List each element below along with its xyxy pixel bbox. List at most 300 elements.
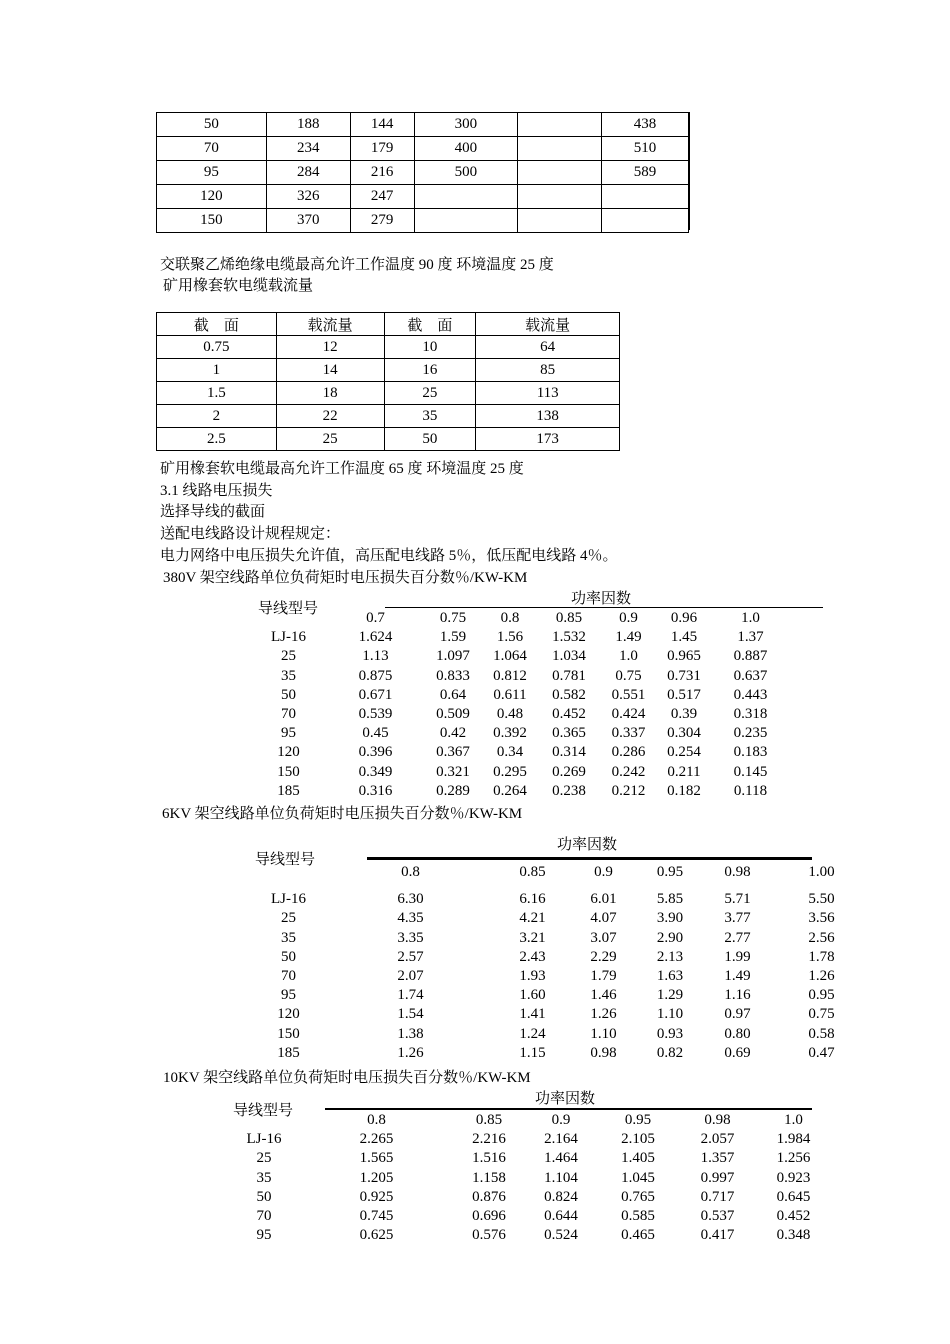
table-cell: 18 — [276, 382, 384, 405]
conductor-type: 150 — [277, 1025, 300, 1042]
loss-value: 0.833 — [436, 667, 470, 684]
pf-value: 0.98 — [704, 1112, 731, 1129]
loss-value: 0.118 — [733, 782, 768, 799]
loss-value: 0.211 — [667, 763, 701, 780]
loss-value: 1.78 — [808, 948, 835, 965]
loss-value: 4.07 — [590, 910, 617, 927]
t380-title: 380V 架空线路单位负荷矩时电压损失百分数％/KW-KM — [163, 570, 528, 586]
loss-value: 0.443 — [733, 686, 768, 703]
table-cell: 300 — [414, 113, 518, 137]
pf-value: 0.9 — [551, 1112, 571, 1129]
loss-value: 3.90 — [656, 910, 684, 927]
loss-value: 0.876 — [472, 1188, 506, 1205]
table-cell: 64 — [476, 336, 620, 359]
table-cell: 150 — [157, 209, 267, 233]
t380-header-rule — [385, 607, 823, 608]
loss-value: 2.164 — [544, 1131, 578, 1148]
loss-value: 0.242 — [611, 763, 646, 780]
conductor-type: 50 — [281, 686, 296, 703]
paragraph-allowance: 电力网络中电压损失允许值，高压配电线路 5％，低压配电线路 4％。 — [160, 548, 618, 564]
pf-value: 1.00 — [808, 864, 835, 881]
cable-current-table-continued — [156, 112, 689, 233]
loss-value: 0.465 — [621, 1227, 655, 1244]
table-cell: 138 — [476, 405, 620, 428]
loss-value: 0.824 — [544, 1188, 578, 1205]
loss-value: 1.532 — [552, 629, 586, 646]
loss-value: 0.781 — [552, 667, 586, 684]
loss-value: 3.35 — [397, 929, 424, 946]
loss-value: 2.90 — [656, 929, 684, 946]
loss-value: 0.289 — [436, 782, 470, 799]
xlpe-note: 交联聚乙烯绝缘电缆最高允许工作温度 90 度 环境温度 25 度 — [160, 257, 554, 273]
table-cell — [518, 113, 602, 137]
table-cell: 70 — [157, 137, 267, 161]
loss-value: 0.524 — [544, 1227, 578, 1244]
conductor-type: 25 — [281, 648, 296, 665]
loss-value: 0.997 — [700, 1169, 735, 1186]
loss-value: 1.56 — [496, 629, 524, 646]
table-cell: 1.5 — [157, 382, 277, 405]
loss-value: 1.41 — [519, 1006, 546, 1023]
conductor-type: 185 — [277, 1044, 300, 1061]
table-cell — [518, 161, 602, 185]
conductor-type: 120 — [277, 1006, 300, 1023]
loss-value: 0.80 — [724, 1025, 751, 1042]
conductor-type: LJ-16 — [246, 1131, 282, 1148]
pf-value: 0.85 — [475, 1112, 503, 1129]
table-row — [157, 209, 689, 233]
t380-table — [250, 609, 790, 801]
loss-value: 0.269 — [552, 763, 586, 780]
loss-value: 2.057 — [700, 1131, 735, 1148]
t10kv-table — [225, 1111, 834, 1245]
table-cell: 279 — [350, 209, 414, 233]
loss-value: 0.875 — [358, 667, 393, 684]
table-row — [157, 113, 689, 137]
loss-value: 1.74 — [397, 987, 424, 1004]
loss-value: 0.321 — [436, 763, 470, 780]
loss-value: 3.21 — [519, 929, 546, 946]
table-cell: 500 — [414, 161, 518, 185]
loss-value: 1.405 — [621, 1150, 655, 1167]
t380-pf-label: 功率因数 — [571, 591, 632, 607]
t10kv-title: 10KV 架空线路单位负荷矩时电压损失百分数％/KW-KM — [163, 1070, 531, 1086]
loss-value: 1.516 — [472, 1150, 506, 1167]
pf-value: 0.95 — [624, 1112, 652, 1129]
conductor-type: 50 — [281, 948, 296, 965]
table-row — [157, 382, 620, 405]
loss-value: 6.30 — [397, 891, 424, 908]
conductor-type: 70 — [256, 1208, 272, 1225]
table-header-row — [157, 313, 620, 336]
table-cell: 2 — [157, 405, 277, 428]
loss-value: 0.183 — [733, 744, 768, 761]
loss-value: 6.16 — [519, 891, 546, 908]
table-row — [250, 1025, 872, 1044]
table-cell: 35 — [384, 405, 476, 428]
pf-value: 0.85 — [555, 610, 583, 627]
table-row — [250, 686, 790, 705]
table-cell: 438 — [602, 113, 689, 137]
loss-value: 2.77 — [724, 929, 751, 946]
table-cell: 10 — [384, 336, 476, 359]
loss-value: 0.145 — [733, 763, 768, 780]
table-row — [225, 1188, 834, 1207]
loss-value: 0.424 — [611, 706, 646, 723]
table-cell — [602, 209, 689, 233]
loss-value: 0.314 — [552, 744, 586, 761]
table-row — [157, 137, 689, 161]
column-header: 截 面 — [384, 313, 476, 336]
column-header: 载流量 — [476, 313, 620, 336]
conductor-type: 185 — [277, 782, 300, 799]
conductor-type: 35 — [256, 1169, 272, 1186]
loss-value: 0.182 — [667, 782, 701, 799]
loss-value: 0.75 — [808, 1006, 835, 1023]
loss-value: 0.582 — [552, 686, 586, 703]
loss-value: 1.064 — [493, 648, 527, 665]
loss-value: 2.216 — [472, 1131, 506, 1148]
table-row — [250, 705, 790, 724]
loss-value: 0.47 — [808, 1044, 835, 1061]
loss-value: 0.64 — [439, 686, 467, 703]
table-row — [250, 628, 790, 647]
loss-value: 0.765 — [621, 1188, 655, 1205]
loss-value: 5.50 — [808, 891, 835, 908]
table-row — [250, 782, 790, 801]
loss-value: 1.45 — [670, 629, 698, 646]
pf-header-row — [250, 609, 790, 628]
conductor-type: 35 — [281, 929, 296, 946]
loss-value: 2.56 — [808, 929, 835, 946]
pf-value: 0.8 — [500, 610, 520, 627]
loss-value: 0.82 — [656, 1044, 684, 1061]
t10kv-pf-label: 功率因数 — [535, 1091, 596, 1107]
conductor-type: 70 — [281, 706, 296, 723]
t10kv-type-label: 导线型号 — [233, 1103, 294, 1119]
loss-value: 0.235 — [733, 725, 768, 742]
loss-value: 0.39 — [670, 706, 698, 723]
loss-value: 1.29 — [656, 987, 684, 1004]
table-cell: 173 — [476, 428, 620, 451]
table-cell — [518, 209, 602, 233]
loss-value: 1.37 — [737, 629, 764, 646]
table-row — [225, 1226, 834, 1245]
table-double-border — [689, 112, 690, 230]
loss-value: 0.452 — [552, 706, 586, 723]
loss-value: 0.576 — [472, 1227, 506, 1244]
table-cell: 216 — [350, 161, 414, 185]
loss-value: 1.15 — [519, 1044, 546, 1061]
loss-value: 1.60 — [519, 987, 546, 1004]
loss-value: 0.365 — [552, 725, 586, 742]
table-row — [250, 667, 790, 686]
loss-value: 0.348 — [776, 1227, 811, 1244]
table-cell: 85 — [476, 359, 620, 382]
loss-value: 5.71 — [724, 891, 751, 908]
table-row — [250, 967, 872, 986]
t6kv-title: 6KV 架空线路单位负荷矩时电压损失百分数％/KW-KM — [162, 806, 523, 822]
table-cell — [518, 185, 602, 209]
loss-value: 0.69 — [724, 1044, 751, 1061]
loss-value: 0.585 — [621, 1208, 655, 1225]
loss-value: 0.517 — [667, 686, 701, 703]
table-cell: 400 — [414, 137, 518, 161]
loss-value: 1.26 — [590, 1006, 617, 1023]
pf-value: 0.95 — [656, 864, 684, 881]
loss-value: 0.717 — [700, 1188, 735, 1205]
table-row — [157, 359, 620, 382]
loss-value: 1.79 — [590, 968, 617, 985]
table-row — [157, 405, 620, 428]
column-header: 截 面 — [157, 313, 277, 336]
t6kv-pf-label: 功率因数 — [557, 837, 618, 853]
table-row — [250, 743, 790, 762]
table-cell: 50 — [157, 113, 267, 137]
column-header: 载流量 — [276, 313, 384, 336]
pf-value: 0.9 — [619, 610, 638, 627]
table-row — [250, 909, 872, 928]
loss-value: 6.01 — [590, 891, 617, 908]
table-cell: 589 — [602, 161, 689, 185]
section-heading: 3.1 线路电压损失 — [160, 483, 273, 499]
table-row — [250, 986, 872, 1005]
t380-type-label: 导线型号 — [258, 601, 319, 617]
loss-value: 1.10 — [590, 1025, 617, 1042]
conductor-type: 25 — [281, 910, 296, 927]
conductor-type: 95 — [281, 987, 296, 1004]
loss-value: 0.923 — [776, 1169, 811, 1186]
loss-value: 1.984 — [776, 1131, 811, 1148]
loss-value: 1.93 — [519, 968, 546, 985]
conductor-type: 35 — [281, 667, 296, 684]
table-cell: 510 — [602, 137, 689, 161]
table-cell: 14 — [276, 359, 384, 382]
table-cell: 25 — [276, 428, 384, 451]
loss-value: 1.24 — [519, 1025, 546, 1042]
conductor-type: 120 — [277, 744, 300, 761]
pf-value: 1.0 — [784, 1112, 803, 1129]
table-cell: 50 — [384, 428, 476, 451]
table-row — [225, 1169, 834, 1188]
loss-value: 2.43 — [519, 948, 546, 965]
loss-value: 0.318 — [733, 706, 768, 723]
conductor-type: 70 — [281, 968, 296, 985]
loss-value: 5.85 — [656, 891, 684, 908]
table-cell: 95 — [157, 161, 267, 185]
loss-value: 0.539 — [358, 706, 393, 723]
loss-value: 1.16 — [724, 987, 751, 1004]
loss-value: 0.254 — [667, 744, 701, 761]
table-row — [225, 1130, 834, 1149]
table-row — [250, 948, 872, 967]
pf-value: 0.98 — [724, 864, 751, 881]
table-row — [157, 336, 620, 359]
t10kv-header-rule — [325, 1108, 812, 1110]
table-row — [250, 1044, 872, 1063]
loss-value: 1.38 — [397, 1025, 424, 1042]
paragraph-choose: 选择导线的截面 — [160, 504, 266, 520]
table-cell: 188 — [266, 113, 350, 137]
pf-value: 0.8 — [367, 1112, 386, 1129]
loss-value: 0.625 — [359, 1227, 394, 1244]
loss-value: 0.645 — [776, 1188, 811, 1205]
loss-value: 1.54 — [397, 1006, 424, 1023]
table-cell: 326 — [266, 185, 350, 209]
loss-value: 0.93 — [656, 1025, 684, 1042]
loss-value: 2.29 — [590, 948, 617, 965]
loss-value: 1.26 — [397, 1044, 424, 1061]
loss-value: 0.367 — [436, 744, 470, 761]
loss-value: 0.887 — [733, 648, 768, 665]
pf-value: 0.7 — [366, 610, 385, 627]
table-cell — [414, 209, 518, 233]
pf-header-row — [250, 863, 872, 882]
loss-value: 0.509 — [436, 706, 470, 723]
table-cell: 16 — [384, 359, 476, 382]
loss-value: 2.265 — [359, 1131, 394, 1148]
loss-value: 0.349 — [358, 763, 393, 780]
t6kv-header-rule — [367, 857, 812, 860]
loss-value: 0.95 — [808, 987, 835, 1004]
table-row — [157, 185, 689, 209]
loss-value: 3.56 — [808, 910, 835, 927]
table-cell: 0.75 — [157, 336, 277, 359]
loss-value: 1.0 — [619, 648, 638, 665]
loss-value: 3.77 — [724, 910, 751, 927]
conductor-type: 95 — [256, 1227, 272, 1244]
loss-value: 1.097 — [436, 648, 470, 665]
conductor-type: LJ-16 — [271, 629, 306, 646]
loss-value: 1.63 — [656, 968, 684, 985]
loss-value: 1.158 — [472, 1169, 506, 1186]
conductor-type: 25 — [256, 1150, 272, 1167]
table-cell: 120 — [157, 185, 267, 209]
loss-value: 1.464 — [544, 1150, 578, 1167]
loss-value: 0.392 — [493, 725, 527, 742]
rubber-cable-table — [156, 312, 620, 451]
loss-value: 0.731 — [667, 667, 701, 684]
t6kv-table — [250, 863, 872, 1063]
loss-value: 0.637 — [733, 667, 768, 684]
table-cell: 22 — [276, 405, 384, 428]
loss-value: 1.49 — [615, 629, 642, 646]
table-cell — [518, 137, 602, 161]
loss-value: 0.42 — [439, 725, 467, 742]
table-cell: 113 — [476, 382, 620, 405]
table-row — [225, 1207, 834, 1226]
loss-value: 3.07 — [590, 929, 617, 946]
table-cell: 144 — [350, 113, 414, 137]
pf-value: 1.0 — [741, 610, 760, 627]
loss-value: 0.745 — [359, 1208, 394, 1225]
loss-value: 0.295 — [493, 763, 527, 780]
table-cell: 247 — [350, 185, 414, 209]
loss-value: 0.337 — [611, 725, 646, 742]
table-cell — [602, 185, 689, 209]
table-cell: 179 — [350, 137, 414, 161]
loss-value: 0.611 — [493, 686, 527, 703]
loss-value: 4.35 — [397, 910, 424, 927]
pf-value: 0.9 — [594, 864, 613, 881]
loss-value: 0.97 — [724, 1006, 751, 1023]
table-cell: 2.5 — [157, 428, 277, 451]
loss-value: 1.99 — [724, 948, 751, 965]
loss-value: 4.21 — [519, 910, 546, 927]
pf-value: 0.85 — [519, 864, 546, 881]
loss-value: 0.537 — [700, 1208, 735, 1225]
loss-value: 1.624 — [358, 629, 393, 646]
loss-value: 0.34 — [496, 744, 524, 761]
loss-value: 2.105 — [621, 1131, 655, 1148]
table-row — [225, 1149, 834, 1168]
loss-value: 0.264 — [493, 782, 527, 799]
loss-value: 0.316 — [358, 782, 393, 799]
table-cell — [414, 185, 518, 209]
table-row — [250, 929, 872, 948]
table-row — [250, 890, 872, 909]
loss-value: 1.357 — [700, 1150, 735, 1167]
conductor-type: 50 — [256, 1188, 272, 1205]
loss-value: 1.10 — [656, 1006, 684, 1023]
rubber-cable-title: 矿用橡套软电缆载流量 — [163, 278, 314, 294]
loss-value: 0.58 — [808, 1025, 835, 1042]
loss-value: 0.417 — [700, 1227, 735, 1244]
loss-value: 0.551 — [611, 686, 646, 703]
loss-value: 1.256 — [776, 1150, 811, 1167]
loss-value: 0.696 — [472, 1208, 506, 1225]
pf-header-row — [225, 1111, 834, 1130]
loss-value: 1.46 — [590, 987, 617, 1004]
loss-value: 0.48 — [496, 706, 524, 723]
loss-value: 1.59 — [439, 629, 467, 646]
loss-value: 0.812 — [493, 667, 527, 684]
loss-value: 1.13 — [362, 648, 389, 665]
loss-value: 0.286 — [611, 744, 646, 761]
table-cell: 370 — [266, 209, 350, 233]
loss-value: 1.034 — [552, 648, 586, 665]
table-cell: 12 — [276, 336, 384, 359]
loss-value: 1.26 — [808, 968, 835, 985]
loss-value: 2.07 — [397, 968, 424, 985]
table-row — [250, 647, 790, 666]
table-row — [250, 724, 790, 743]
loss-value: 0.212 — [611, 782, 646, 799]
table-row — [250, 1005, 872, 1024]
loss-value: 1.49 — [724, 968, 751, 985]
rubber-cable-note: 矿用橡套软电缆最高允许工作温度 65 度 环境温度 25 度 — [160, 461, 524, 477]
loss-value: 1.205 — [359, 1169, 394, 1186]
loss-value: 0.396 — [358, 744, 393, 761]
loss-value: 1.565 — [359, 1150, 394, 1167]
table-row — [250, 763, 790, 782]
loss-value: 0.238 — [552, 782, 586, 799]
loss-value: 0.45 — [362, 725, 389, 742]
pf-value: 0.8 — [401, 864, 420, 881]
loss-value: 0.304 — [667, 725, 701, 742]
table-row — [157, 161, 689, 185]
pf-value: 0.75 — [439, 610, 467, 627]
paragraph-regulation: 送配电线路设计规程规定： — [160, 526, 341, 542]
conductor-type: 150 — [277, 763, 300, 780]
loss-value: 2.57 — [397, 948, 424, 965]
table-cell: 25 — [384, 382, 476, 405]
t6kv-type-label: 导线型号 — [255, 852, 316, 868]
loss-value: 0.452 — [776, 1208, 811, 1225]
loss-value: 1.045 — [621, 1169, 655, 1186]
table-cell: 234 — [266, 137, 350, 161]
loss-value: 0.925 — [359, 1188, 394, 1205]
